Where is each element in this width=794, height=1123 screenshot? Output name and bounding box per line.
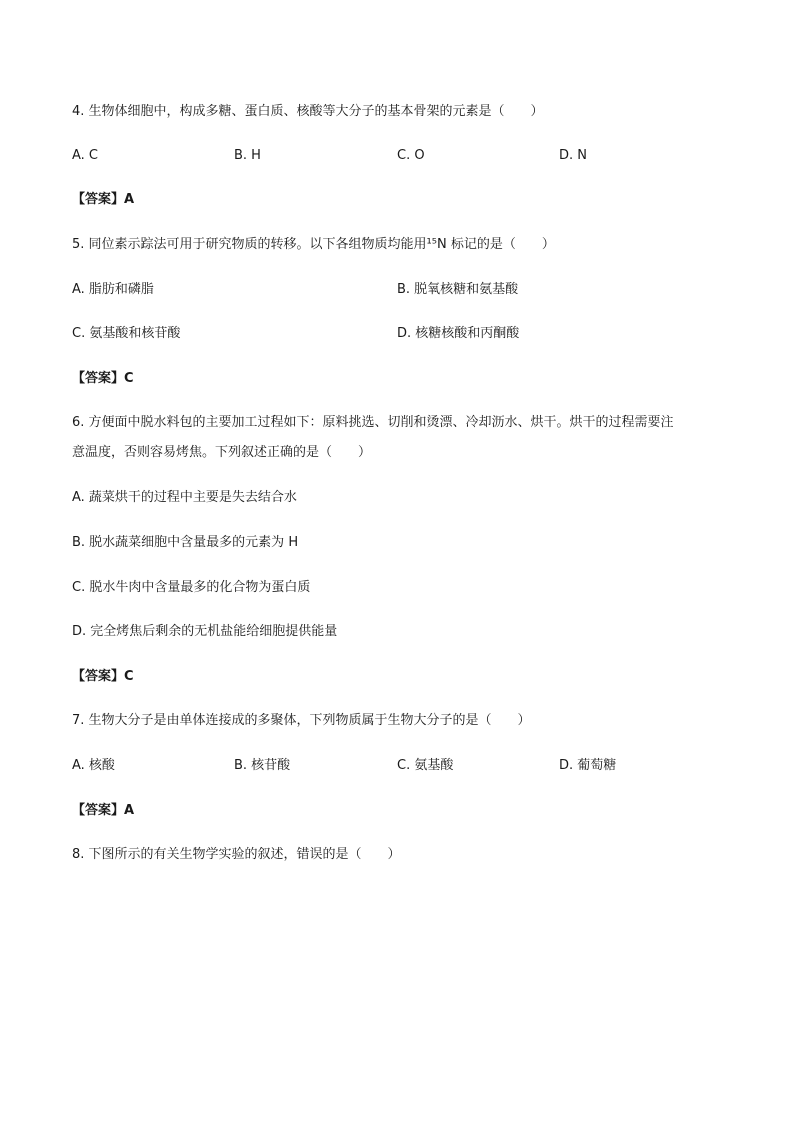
question-6-option-c: C. 脱水牛肉中含量最多的化合物为蛋白质: [72, 580, 311, 595]
question-6-option-a: A. 蔬菜烘干的过程中主要是失去结合水: [72, 490, 297, 505]
question-5-option-d: D. 核糖核酸和丙酮酸: [397, 326, 520, 341]
question-5-option-a: A. 脂肪和磷脂: [72, 282, 154, 297]
question-4-option-c: C. O: [397, 148, 425, 163]
question-7-stem: 7. 生物大分子是由单体连接成的多聚体，下列物质属于生物大分子的是（ ）: [72, 713, 531, 728]
question-6-stem-line-2: 意温度，否则容易烤焦。下列叙述正确的是（ ）: [72, 445, 372, 460]
question-4-answer: 【答案】A: [72, 192, 135, 207]
question-4-option-d: D. N: [559, 148, 587, 163]
question-7-option-b: B. 核苷酸: [234, 758, 291, 773]
question-8-stem: 8. 下图所示的有关生物学实验的叙述，错误的是（ ）: [72, 847, 401, 862]
question-4-option-b: B. H: [234, 148, 261, 163]
question-6-option-b: B. 脱水蔬菜细胞中含量最多的元素为 H: [72, 535, 299, 550]
question-4-option-a: A. C: [72, 148, 99, 163]
question-5-answer: 【答案】C: [72, 371, 134, 386]
question-7-option-a: A. 核酸: [72, 758, 115, 773]
question-6-stem-line-1: 6. 方便面中脱水料包的主要加工过程如下：原料挑选、切削和烫漂、冷却沥水、烘干。烘干的过程需要注: [72, 415, 674, 430]
question-6-answer: 【答案】C: [72, 669, 134, 684]
question-7-option-c: C. 氨基酸: [397, 758, 454, 773]
question-5-stem: 5. 同位素示踪法可用于研究物质的转移。以下各组物质均能用¹⁵N 标记的是（ ）: [72, 237, 555, 252]
question-7-answer: 【答案】A: [72, 803, 135, 818]
question-5-option-b: B. 脱氧核糖和氨基酸: [397, 282, 519, 297]
question-5-option-c: C. 氨基酸和核苷酸: [72, 326, 181, 341]
question-7-option-d: D. 葡萄糖: [559, 758, 617, 773]
question-4-stem: 4. 生物体细胞中，构成多糖、蛋白质、核酸等大分子的基本骨架的元素是（ ）: [72, 104, 544, 119]
question-6-option-d: D. 完全烤焦后剩余的无机盐能给细胞提供能量: [72, 624, 338, 639]
